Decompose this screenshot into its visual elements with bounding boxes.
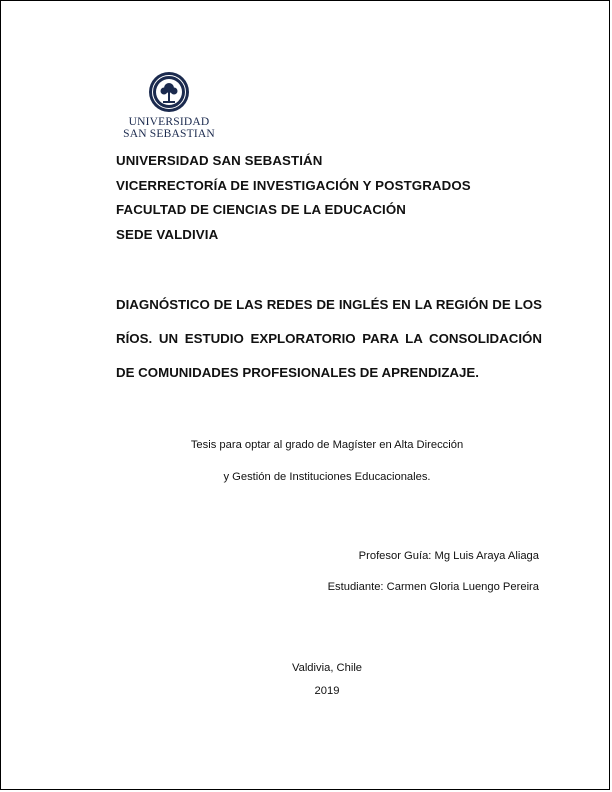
university-logo xyxy=(113,70,225,144)
city: Valdivia, Chile xyxy=(291,662,363,674)
advisor: Profesor Guía: Mg Luis Araya Aliaga xyxy=(358,550,539,562)
vice-rectorate: VICERRECTORÍA DE INVESTIGACIÓN Y POSTGRADOS xyxy=(116,177,471,193)
institution-header xyxy=(116,149,471,247)
university-seal-icon xyxy=(138,70,200,114)
campus: SEDE VALDIVIA xyxy=(116,226,219,242)
university-name: UNIVERSIDAD SAN SEBASTIÁN xyxy=(116,153,323,168)
degree-line-2: y Gestión de Instituciones Educacionales. xyxy=(223,471,431,483)
credits xyxy=(328,541,539,603)
logo-line-2: SAN SEBASTIAN xyxy=(123,128,215,140)
degree-statement xyxy=(1,429,612,493)
place-and-date xyxy=(1,657,612,703)
degree-line-1: Tesis para optar al grado de Magíster en Alta Dirección xyxy=(190,439,464,451)
student: Estudiante: Carmen Gloria Luengo Pereira xyxy=(327,581,539,593)
faculty: FACULTAD DE CIENCIAS DE LA EDUCACIÓN xyxy=(116,202,406,217)
year: 2019 xyxy=(314,685,340,697)
logo-wordmark xyxy=(113,116,225,140)
thesis-title: DIAGNÓSTICO DE LAS REDES DE INGLÉS EN LA REGIÓN DE LOS RÍOS. UN ESTUDIO EXPLORATORIO PARA LA CONSOLIDACIÓN DE COMUNIDADES PROFESIONALES DE APRENDIZAJE. xyxy=(116,297,542,380)
logo-line-1: UNIVERSIDAD xyxy=(128,116,210,128)
